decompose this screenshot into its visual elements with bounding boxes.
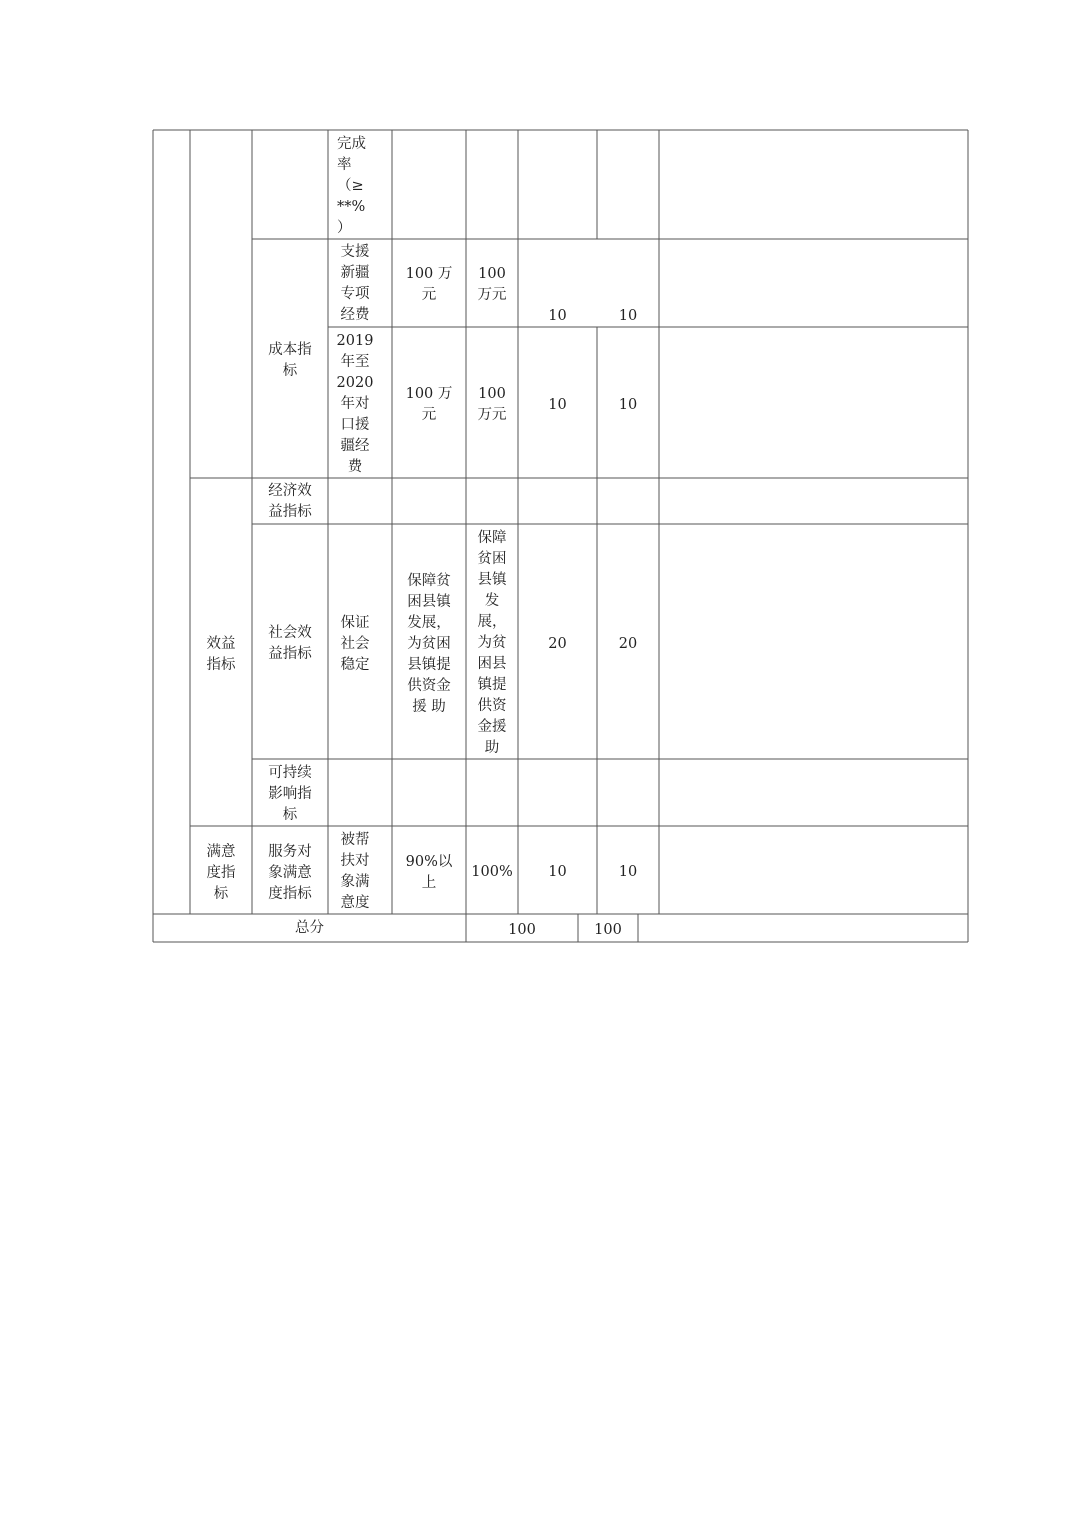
cost-a-actual: 100 万元	[477, 266, 507, 303]
social-score: 20	[618, 636, 638, 652]
social-indicator: 保证 社会 稳定	[340, 615, 370, 673]
economic-benefit-category: 经济效 益指标	[268, 483, 312, 520]
satisfaction-dimension: 满意 度指 标	[206, 844, 236, 902]
social-target: 保障贫 困县镇 发展， 为贫困 县镇提 供资金 援 助	[407, 573, 451, 715]
cost-a-indicator: 支援 新疆 专项 经费	[340, 244, 370, 323]
satisfaction-indicator: 被帮 扶对 象满 意度	[340, 832, 370, 911]
sustainable-category: 可持续 影响指 标	[268, 765, 312, 823]
social-weight: 20	[548, 636, 567, 652]
cost-a-score: 10	[618, 308, 638, 324]
cost-b-weight: 10	[548, 397, 567, 413]
total-score: 100	[594, 922, 622, 938]
cost-b-score: 10	[618, 397, 638, 413]
total-label: 总分	[295, 920, 324, 936]
social-actual: 保障 贫困 县镇 发 展， 为贫 困县 镇提 供资 金援 助	[477, 530, 507, 756]
cost-b-actual: 100 万元	[477, 386, 507, 423]
satisfaction-category: 服务对 象满意 度指标	[268, 844, 312, 902]
completion-indicator: 完成 率 （≥ **% ）	[337, 136, 366, 236]
cost-b-indicator: 2019 年至 2020 年对 口援 疆经 费	[336, 333, 374, 475]
satisfaction-target: 90%以 上	[405, 854, 453, 891]
benefit-dimension: 效益 指标	[206, 636, 236, 673]
cost-b-target: 100 万 元	[405, 386, 453, 423]
satisfaction-weight: 10	[548, 864, 567, 880]
cost-a-target: 100 万 元	[405, 266, 453, 303]
social-benefit-category: 社会效 益指标	[268, 625, 312, 662]
cost-category: 成本指 标	[268, 342, 312, 379]
satisfaction-actual: 100%	[471, 864, 513, 880]
satisfaction-score: 10	[618, 864, 638, 880]
total-weight: 100	[508, 922, 536, 938]
cost-a-weight: 10	[548, 308, 567, 324]
